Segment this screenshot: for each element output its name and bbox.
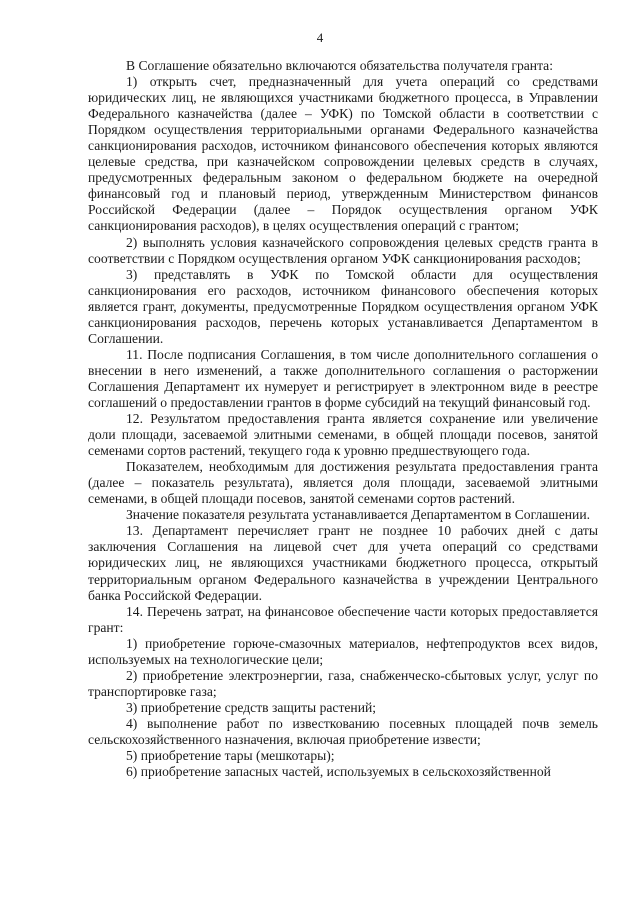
page-number: 4 <box>316 30 324 45</box>
list-item-cost-4-liming: 4) выполнение работ по известкованию посевных площадей почв земель сельскохозяйственного назначения, включая приобретение извести; <box>88 715 598 747</box>
paragraph-obligation-1-open-account: 1) открыть счет, предназначенный для учета операций со средствами юридических лиц, не являющихся участниками бюджетного процесса, в Управлении Федерального казначейства (далее – УФК) по Томской области в соответствии с Порядком осуществления территориальными органами Федерального казначейства санкционирования расходов, источником финансового обеспечения которых являются целевые средства, при казначейском сопровождении целевых средств в случаях, предусмотренных федеральным законом о федеральном бюджете на очередной финансовый год и плановый период, утвержденным Министерством финансов Российской Федерации (далее – Порядок осуществления органом УФК санкционирования расходов), в целях осуществления операций с грантом; <box>88 74 598 234</box>
list-item-cost-3-plant-protection: 3) приобретение средств защиты растений; <box>126 699 377 715</box>
paragraph-12-result: 12. Результатом предоставления гранта является сохранение или увеличение доли площади, засеваемой элитными семенами, в общей площади посевов, занятой семенами сортов растений, текущего года к уровню предшествующего года. <box>88 411 598 459</box>
list-item-cost-2-energy: 2) приобретение электроэнергии, газа, снабженческо-сбытовых услуг, услуг по транспортировке газа; <box>88 667 598 699</box>
paragraph-obligation-3-submit-documents: 3) представлять в УФК по Томской области для осуществления санкционирования его расходов, источником финансового обеспечения которых является грант, документы, предусмотренные Порядком осуществления органом УФК санкционирования расходов, перечень которых устанавливается Департаментом в Соглашении. <box>88 266 598 346</box>
paragraph-13-transfer: 13. Департамент перечисляет грант не позднее 10 рабочих дней с даты заключения Соглашения на лицевой счет для учета операций со средствами юридических лиц, не являющихся участниками бюджетного процесса, открытый территориальным органом Федерального казначейства в учреждении Центрального банка Российской Федерации. <box>88 523 598 603</box>
list-item-cost-6-spare-parts: 6) приобретение запасных частей, используемых в сельскохозяйственной <box>126 764 551 780</box>
list-item-cost-5-packaging: 5) приобретение тары (мешкотары); <box>126 748 335 764</box>
paragraph-12-indicator: Показателем, необходимым для достижения результата предоставления гранта (далее – показатель результата), является доля площади, засеваемой элитными семенами, в общей площади посевов, занятой семенами сортов растений. <box>88 459 598 507</box>
paragraph-12-indicator-value: Значение показателя результата устанавливается Департаментом в Соглашении. <box>126 507 590 523</box>
paragraph-obligation-2-treasury-support: 2) выполнять условия казначейского сопровождения целевых средств гранта в соответствии с Порядком осуществления органом УФК санкционирования расходов; <box>88 234 598 266</box>
document-body <box>88 58 598 780</box>
list-item-cost-1-fuel: 1) приобретение горюче-смазочных материалов, нефтепродуктов всех видов, используемых на технологические цели; <box>88 635 598 667</box>
paragraph-11-registration: 11. После подписания Соглашения, в том числе дополнительного соглашения о внесении в него изменений, а также дополнительного соглашения о расторжении Соглашения Департамент их нумерует и регистрирует в электронном виде в реестре соглашений о предоставлении грантов в форме субсидий на текущий финансовый год. <box>88 346 598 410</box>
paragraph-obligations-intro: В Соглашение обязательно включаются обязательства получателя гранта: <box>126 58 553 73</box>
paragraph-14-cost-list: 14. Перечень затрат, на финансовое обеспечение части которых предоставляется грант: <box>88 603 598 635</box>
